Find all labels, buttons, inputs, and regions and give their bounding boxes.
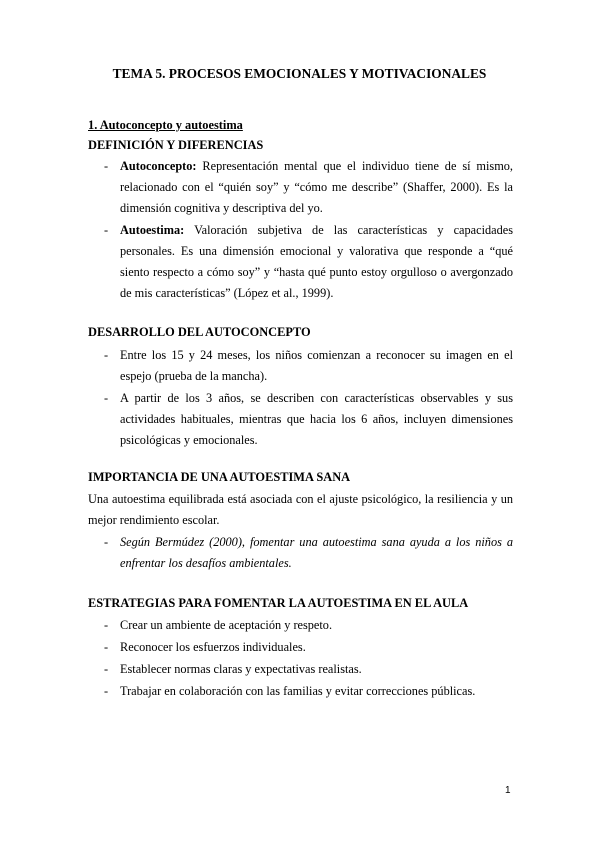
list-item-autoconcepto (88, 156, 513, 219)
heading-estrategias: ESTRATEGIAS PARA FOMENTAR LA AUTOESTIMA EN EL AULA (88, 596, 469, 610)
term-autoestima: Autoestima: (120, 223, 185, 237)
paragraph-importancia: Una autoestima equilibrada está asociada con el ajuste psicológico, la resiliencia y un mejor rendimiento escolar. (88, 492, 513, 527)
list-dash: - (104, 348, 109, 362)
section-heading-autoconcepto: 1. Autoconcepto y autoestima (88, 118, 243, 132)
list-dash: - (104, 662, 109, 676)
page-number: 1 (505, 785, 511, 796)
list-dash: - (104, 159, 109, 173)
list-item (88, 388, 513, 451)
list-item (88, 637, 513, 658)
definition-autoconcepto: Representación mental que el individuo tiene de sí mismo, relacionado con el “quién soy” y “cómo me describe” (Shaffer, 2000). Es la dimensión cognitiva y descriptiva del yo. (120, 159, 513, 215)
list-item-text: Según Bermúdez (2000), fomentar una autoestima sana ayuda a los niños a enfrentar los desafíos ambientales. (120, 535, 513, 570)
heading-importancia: IMPORTANCIA DE UNA AUTOESTIMA SANA (88, 470, 351, 484)
list-dash: - (104, 618, 109, 632)
definition-list (88, 156, 513, 305)
list-item-autoestima (88, 220, 513, 304)
importancia-list (88, 532, 513, 575)
document-title: TEMA 5. PROCESOS EMOCIONALES Y MOTIVACIONALES (112, 66, 487, 81)
desarrollo-list (88, 345, 513, 452)
list-item-text: Trabajar en colaboración con las familias y evitar correcciones públicas. (120, 684, 476, 698)
list-item-text: Establecer normas claras y expectativas realistas. (120, 662, 362, 676)
heading-desarrollo: DESARROLLO DEL AUTOCONCEPTO (88, 325, 311, 339)
list-item (88, 659, 513, 680)
subheading-definicion: DEFINICIÓN Y DIFERENCIAS (88, 138, 264, 152)
list-dash: - (104, 535, 109, 549)
list-item (88, 345, 513, 387)
estrategias-list (88, 615, 513, 703)
list-item-text: Crear un ambiente de aceptación y respeto. (120, 618, 333, 632)
list-item-text: Reconocer los esfuerzos individuales. (120, 640, 306, 654)
term-autoconcepto: Autoconcepto: (120, 159, 197, 173)
list-item (88, 532, 513, 574)
list-dash: - (104, 223, 109, 237)
list-dash: - (104, 640, 109, 654)
list-item (88, 681, 513, 702)
definition-autoestima: Valoración subjetiva de las características y capacidades personales. Es una dimensión emocional y valorativa que responde a “qué siento respecto a cómo soy” y “hasta qué punto estoy orgulloso o avergonzado de mis características” (López et al., 1999). (120, 223, 513, 300)
list-item-text: Entre los 15 y 24 meses, los niños comienzan a reconocer su imagen en el espejo (prueba de la mancha). (120, 348, 513, 383)
list-dash: - (104, 391, 109, 405)
list-item (88, 615, 513, 636)
list-item-text: A partir de los 3 años, se describen con características observables y sus actividades habituales, mientras que hacia los 6 años, incluyen dimensiones psicológicas y emocionales. (120, 391, 513, 447)
list-dash: - (104, 684, 109, 698)
